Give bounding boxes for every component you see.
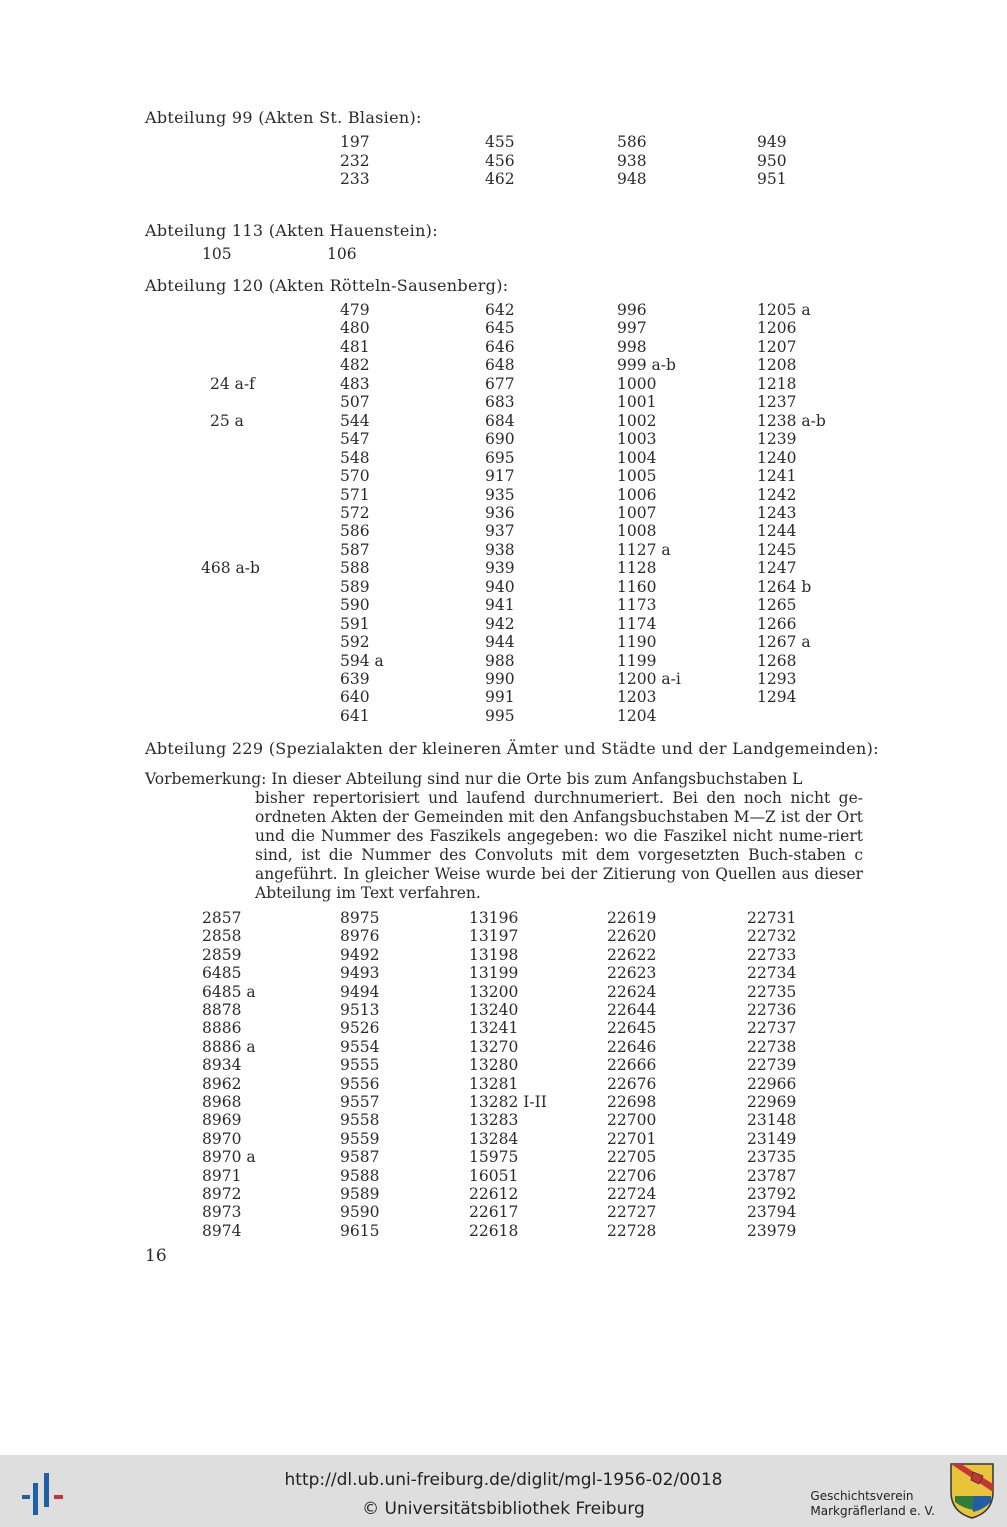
table-cell: 13198 xyxy=(469,945,519,964)
table-cell: 197 xyxy=(340,133,370,151)
table-cell: 22666 xyxy=(607,1056,657,1075)
table-cell: 940 xyxy=(485,577,515,596)
table-cell: 544 xyxy=(340,411,370,430)
table-cell: 594 a xyxy=(340,651,384,670)
table-cell: 22724 xyxy=(607,1185,657,1203)
table-cell: 1203 xyxy=(617,688,657,707)
table-cell: 13283 xyxy=(469,1111,519,1130)
table-cell: 1205 a xyxy=(757,301,811,319)
table-cell: 13240 xyxy=(469,1001,519,1019)
table-cell: 1218 xyxy=(757,374,797,393)
table-cell: 999 a-b xyxy=(617,356,676,375)
table-cell: 1293 xyxy=(757,670,797,688)
table-cell: 8878 xyxy=(202,1001,242,1019)
table-cell: 938 xyxy=(617,151,647,170)
table-cell: 1002 xyxy=(617,411,657,430)
table-cell: 1207 xyxy=(757,337,797,356)
table-cell: 589 xyxy=(340,577,370,596)
table-cell: 24 a-f xyxy=(210,374,255,393)
table-cell: 1128 xyxy=(617,559,657,578)
table-cell: 1006 xyxy=(617,485,657,504)
table-cell: 1001 xyxy=(617,393,657,412)
table-cell: 8972 xyxy=(202,1185,242,1203)
table-cell: 22646 xyxy=(607,1037,657,1056)
table-cell: 22705 xyxy=(607,1148,657,1167)
table-cell: 22969 xyxy=(747,1093,797,1111)
table-cell: 641 xyxy=(340,706,370,725)
table-cell: 586 xyxy=(617,133,647,151)
table-cell: 8934 xyxy=(202,1056,242,1075)
table-cell: 951 xyxy=(757,170,787,188)
section-heading-120: Abteilung 120 (Akten Rötteln-Sausenberg): xyxy=(145,276,509,295)
table-cell: 8970 xyxy=(202,1129,242,1148)
table-cell: 22698 xyxy=(607,1093,657,1111)
table-cell: 483 xyxy=(340,374,370,393)
table-cell: 507 xyxy=(340,393,370,412)
table-cell: 22739 xyxy=(747,1056,797,1075)
table-cell: 13241 xyxy=(469,1019,519,1038)
table-cell: 547 xyxy=(340,430,370,449)
table-cell: 22612 xyxy=(469,1185,519,1203)
table-cell: 684 xyxy=(485,411,515,430)
table-cell: 9513 xyxy=(340,1001,380,1019)
table-cell: 1000 xyxy=(617,374,657,393)
table-cell: 1204 xyxy=(617,706,657,725)
table-cell: 22728 xyxy=(607,1221,657,1240)
note-first-line: Vorbemerkung: In dieser Abteilung sind nur die Orte bis zum Anfangsbuchstaben L xyxy=(145,770,803,788)
table-cell: 2859 xyxy=(202,945,242,964)
society-line-2: Markgräflerland e. V. xyxy=(810,1504,935,1518)
society-name xyxy=(810,1489,935,1519)
table-cell: 13284 xyxy=(469,1129,519,1148)
table-cell: 1240 xyxy=(757,448,797,467)
table-cell: 481 xyxy=(340,337,370,356)
table-cell: 233 xyxy=(340,170,370,188)
table-cell: 6485 xyxy=(202,964,242,983)
table-cell: 15975 xyxy=(469,1148,519,1167)
table-cell: 998 xyxy=(617,337,647,356)
table-cell: 105 xyxy=(202,245,232,263)
table-cell: 22737 xyxy=(747,1019,797,1038)
table-cell: 588 xyxy=(340,559,370,578)
table-cell: 683 xyxy=(485,393,515,412)
table-cell: 995 xyxy=(485,706,515,725)
table-cell: 22966 xyxy=(747,1074,797,1093)
table-cell: 8974 xyxy=(202,1221,242,1240)
table-cell: 1268 xyxy=(757,651,797,670)
table-cell: 950 xyxy=(757,151,787,170)
section-heading-99: Abteilung 99 (Akten St. Blasien): xyxy=(145,108,422,127)
table-cell: 23792 xyxy=(747,1185,797,1203)
page-number: 16 xyxy=(145,1246,167,1266)
table-cell: 1206 xyxy=(757,319,797,338)
table-cell: 22733 xyxy=(747,945,797,964)
table-cell: 22624 xyxy=(607,982,657,1001)
table-cell: 8973 xyxy=(202,1203,242,1222)
table-cell: 22623 xyxy=(607,964,657,983)
society-line-1: Geschichtsverein xyxy=(810,1489,914,1503)
table-cell: 9588 xyxy=(340,1166,380,1185)
table-cell: 1266 xyxy=(757,614,797,633)
table-cell: 9556 xyxy=(340,1074,380,1093)
table-cell: 22732 xyxy=(747,927,797,946)
table-cell: 640 xyxy=(340,688,370,707)
table-cell: 9587 xyxy=(340,1148,380,1167)
table-cell: 677 xyxy=(485,374,515,393)
table-cell: 1242 xyxy=(757,485,797,504)
table-cell: 13280 xyxy=(469,1056,519,1075)
table-cell: 1199 xyxy=(617,651,657,670)
table-cell: 22620 xyxy=(607,927,657,946)
table-cell: 587 xyxy=(340,540,370,559)
table-cell: 22735 xyxy=(747,982,797,1001)
table-cell: 23148 xyxy=(747,1111,797,1130)
table-cell: 1005 xyxy=(617,467,657,486)
table-cell: 9493 xyxy=(340,964,380,983)
table-cell: 695 xyxy=(485,448,515,467)
table-cell: 570 xyxy=(340,467,370,486)
table-cell: 990 xyxy=(485,670,515,688)
table-cell: 8976 xyxy=(340,927,380,946)
table-cell: 22622 xyxy=(607,945,657,964)
table-cell: 1239 xyxy=(757,430,797,449)
table-cell: 480 xyxy=(340,319,370,338)
table-cell: 1190 xyxy=(617,633,657,652)
table-cell: 8968 xyxy=(202,1093,242,1111)
table-cell: 1244 xyxy=(757,522,797,541)
table-cell: 482 xyxy=(340,356,370,375)
section-heading-229: Abteilung 229 (Spezialakten der kleineren Ämter und Städte und der Landgemeinden): xyxy=(145,739,879,758)
table-cell: 106 xyxy=(327,245,357,263)
table-cell: 996 xyxy=(617,301,647,319)
footer-bar xyxy=(0,1455,1007,1527)
table-cell: 456 xyxy=(485,151,515,170)
table-cell: 9555 xyxy=(340,1056,380,1075)
table-cell: 9554 xyxy=(340,1037,380,1056)
table-cell: 1173 xyxy=(617,596,657,615)
table-cell: 1264 b xyxy=(757,577,812,596)
table-cell: 8886 a xyxy=(202,1037,256,1056)
table-cell: 941 xyxy=(485,596,515,615)
table-cell: 13270 xyxy=(469,1037,519,1056)
table-cell: 22617 xyxy=(469,1203,519,1222)
table-cell: 1003 xyxy=(617,430,657,449)
table-cell: 8971 xyxy=(202,1166,242,1185)
table-cell: 22706 xyxy=(607,1166,657,1185)
table-cell: 591 xyxy=(340,614,370,633)
table-cell: 1160 xyxy=(617,577,657,596)
table-cell: 1200 a-i xyxy=(617,670,681,688)
table-cell: 1004 xyxy=(617,448,657,467)
coat-of-arms-icon xyxy=(949,1462,995,1520)
table-cell: 479 xyxy=(340,301,370,319)
table-cell: 572 xyxy=(340,503,370,522)
table-cell: 639 xyxy=(340,670,370,688)
table-cell: 13281 xyxy=(469,1074,519,1093)
table-cell: 468 a-b xyxy=(201,559,260,578)
table-cell: 22619 xyxy=(607,909,657,927)
table-cell: 1127 a xyxy=(617,540,671,559)
table-cell: 9494 xyxy=(340,982,380,1001)
table-cell: 1238 a-b xyxy=(757,411,826,430)
table-cell: 8886 xyxy=(202,1019,242,1038)
table-cell: 22676 xyxy=(607,1074,657,1093)
table-cell: 22731 xyxy=(747,909,797,927)
table-cell: 690 xyxy=(485,430,515,449)
table-cell: 9590 xyxy=(340,1203,380,1222)
table-cell: 1247 xyxy=(757,559,797,578)
table-cell: 1174 xyxy=(617,614,657,633)
table-cell: 22701 xyxy=(607,1129,657,1148)
table-cell: 648 xyxy=(485,356,515,375)
table-cell: 2857 xyxy=(202,909,242,927)
table-cell: 22727 xyxy=(607,1203,657,1222)
table-cell: 646 xyxy=(485,337,515,356)
table-cell: 16051 xyxy=(469,1166,519,1185)
table-cell: 592 xyxy=(340,633,370,652)
table-cell: 917 xyxy=(485,467,515,486)
table-cell: 1008 xyxy=(617,522,657,541)
table-cell: 23979 xyxy=(747,1221,797,1240)
table-cell: 23149 xyxy=(747,1129,797,1148)
table-cell: 22736 xyxy=(747,1001,797,1019)
table-cell: 645 xyxy=(485,319,515,338)
table-cell: 22618 xyxy=(469,1221,519,1240)
table-cell: 22734 xyxy=(747,964,797,983)
note-body: bisher repertorisiert und laufend durchnumeriert. Bei den noch nicht ge-ordneten Akten der Gemeinden mit den Anfangsbuchstaben M—Z ist der Ort und die Nummer des Faszikels angegeben: wo die Faszikel nicht nume-riert sind, ist die Nummer des Convoluts mit dem vorgesetzten Buch-staben c angeführt. In gleicher Weise wurde bei der Zitierung von Quellen aus dieser Abteilung im Text verfahren. xyxy=(255,789,863,902)
table-cell: 462 xyxy=(485,170,515,188)
table-cell: 8962 xyxy=(202,1074,242,1093)
table-cell: 13282 I-II xyxy=(469,1093,547,1111)
table-cell: 1245 xyxy=(757,540,797,559)
table-cell: 937 xyxy=(485,522,515,541)
table-cell: 13200 xyxy=(469,982,519,1001)
table-cell: 8969 xyxy=(202,1111,242,1130)
table-cell: 936 xyxy=(485,503,515,522)
table-cell: 23787 xyxy=(747,1166,797,1185)
table-cell: 13196 xyxy=(469,909,519,927)
table-cell: 548 xyxy=(340,448,370,467)
table-cell: 1237 xyxy=(757,393,797,412)
table-cell: 997 xyxy=(617,319,647,338)
table-cell: 1294 xyxy=(757,688,797,707)
table-cell: 6485 a xyxy=(202,982,256,1001)
table-cell: 9557 xyxy=(340,1093,380,1111)
table-cell: 949 xyxy=(757,133,787,151)
table-cell: 9589 xyxy=(340,1185,380,1203)
table-cell: 9558 xyxy=(340,1111,380,1130)
footer-url-link[interactable]: http://dl.ub.uni-freiburg.de/diglit/mgl-1956-02/0018 xyxy=(284,1470,723,1490)
table-cell: 9492 xyxy=(340,945,380,964)
table-cell: 23794 xyxy=(747,1203,797,1222)
table-cell: 948 xyxy=(617,170,647,188)
table-cell: 642 xyxy=(485,301,515,319)
preliminary-note xyxy=(145,770,863,903)
table-cell: 1241 xyxy=(757,467,797,486)
table-cell: 22700 xyxy=(607,1111,657,1130)
table-cell: 586 xyxy=(340,522,370,541)
table-cell: 8970 a xyxy=(202,1148,256,1167)
section-heading-113: Abteilung 113 (Akten Hauenstein): xyxy=(145,221,438,240)
footer-copyright: © Universitätsbibliothek Freiburg xyxy=(362,1499,645,1519)
table-cell: 9615 xyxy=(340,1221,380,1240)
table-cell: 1265 xyxy=(757,596,797,615)
table-cell: 935 xyxy=(485,485,515,504)
table-cell: 939 xyxy=(485,559,515,578)
table-cell: 22738 xyxy=(747,1037,797,1056)
table-cell: 938 xyxy=(485,540,515,559)
table-cell: 455 xyxy=(485,133,515,151)
table-cell: 1267 a xyxy=(757,633,811,652)
table-cell: 988 xyxy=(485,651,515,670)
table-cell: 232 xyxy=(340,151,370,170)
table-cell: 23735 xyxy=(747,1148,797,1167)
table-cell: 9559 xyxy=(340,1129,380,1148)
table-cell: 590 xyxy=(340,596,370,615)
table-cell: 991 xyxy=(485,688,515,707)
table-cell: 9526 xyxy=(340,1019,380,1038)
table-cell: 25 a xyxy=(210,411,244,430)
table-cell: 13197 xyxy=(469,927,519,946)
table-cell: 2858 xyxy=(202,927,242,946)
table-cell: 22645 xyxy=(607,1019,657,1038)
table-cell: 944 xyxy=(485,633,515,652)
table-cell: 571 xyxy=(340,485,370,504)
table-cell: 942 xyxy=(485,614,515,633)
table-cell: 1243 xyxy=(757,503,797,522)
table-cell: 1007 xyxy=(617,503,657,522)
table-cell: 22644 xyxy=(607,1001,657,1019)
table-cell: 13199 xyxy=(469,964,519,983)
table-cell: 1208 xyxy=(757,356,797,375)
table-cell: 8975 xyxy=(340,909,380,927)
